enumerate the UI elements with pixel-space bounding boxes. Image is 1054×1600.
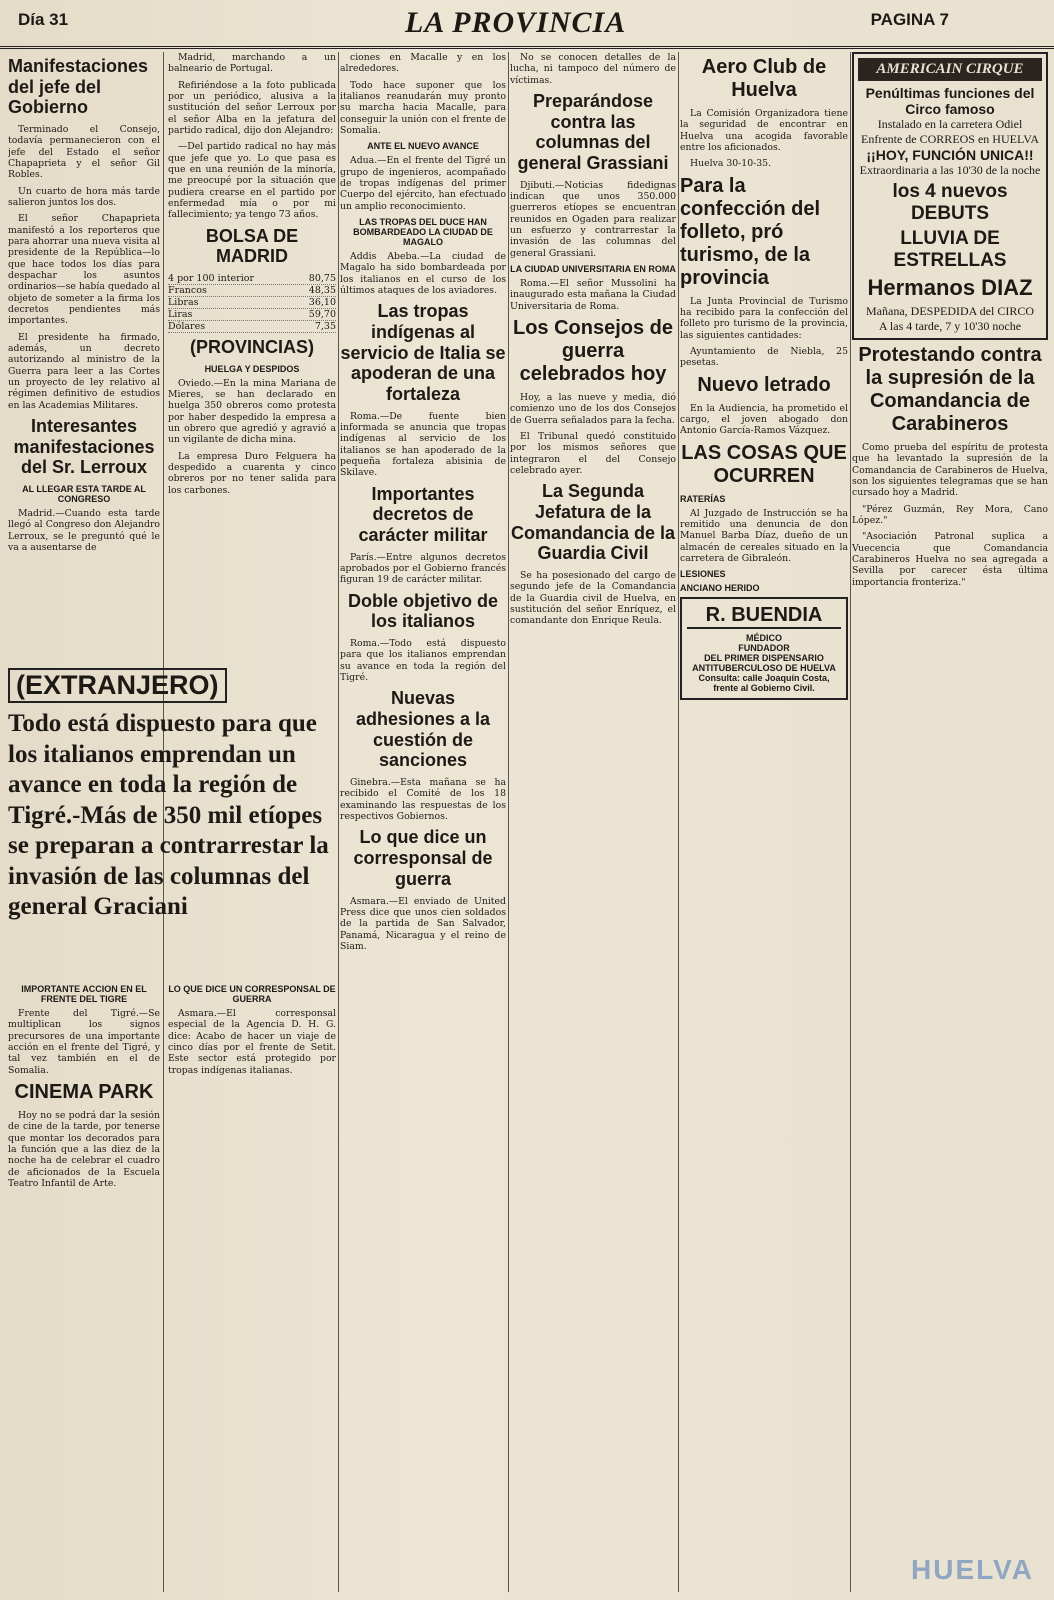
stock-value: 59,70: [308, 308, 336, 320]
article-paragraph: Al Juzgado de Instrucción se ha remitido una denuncia de don Manuel Barba Díaz, dueño de un almacén de cereales situado en la carretera de Gibraleón.: [680, 507, 848, 564]
article-paragraph: Como prueba del espíritu de protesta que ha levantado la supresión de la Comandancia de Carabineros de Huelva, son los siguientes telegramas que se han cursado hoy a Madrid.: [852, 442, 1048, 499]
article-paragraph: ciones en Macalle y en los alrededores.: [340, 52, 506, 75]
stock-row: [168, 321, 336, 333]
article-paragraph: Terminado el Consejo, todavía permanecieron con el jefe del Estado el señor Chapaprieta y el señor Gil Robles.: [8, 124, 160, 181]
article-headline: Nuevo letrado: [697, 373, 831, 396]
article-paragraph: Addis Abeba.—La ciudad de Magalo ha sido bombardeada por los italianos en el curso de los últimos ataques de los aviadores.: [340, 250, 506, 296]
article-paragraph: El Tribunal quedó constituido por los mismos señores que integraron el del Consejo celebrado ayer.: [510, 431, 676, 476]
stock-name: Francos: [168, 284, 207, 296]
article-paragraph: Roma.—Todo está dispuesto para que los italianos emprendan su avance en toda la región del Tigré.: [340, 638, 506, 684]
ad-name: R. BUENDIA: [687, 604, 841, 629]
archive-watermark: HUELVA: [911, 1554, 1034, 1585]
circus-line: A las 4 tarde, 7 y 10'30 noche: [878, 319, 1022, 333]
stock-row: [168, 285, 336, 297]
circus-line: Extraordinaria a las 10'30 de la noche: [859, 163, 1041, 177]
stock-value: 36,10: [308, 296, 336, 308]
cinema-headline: CINEMA PARK: [14, 1080, 154, 1103]
article-paragraph: Asmara.—El corresponsal especial de la Agencia D. H. G. dice: Acabo de hacer un viaje de cinco días por el frente de Setit. Este sector está protegido por tropas indígenas italianas.: [168, 1008, 336, 1076]
article-headline: Las tropas indígenas al servicio de Italia se apoderan de una fortaleza: [340, 301, 506, 404]
column-rule: [850, 52, 851, 1592]
article-subhead: LO QUE DICE UN CORRESPONSAL DE GUERRA: [168, 984, 336, 1004]
article-headline: Lo que dice un corresponsal de guerra: [353, 827, 493, 889]
stock-table: [168, 273, 336, 333]
article-paragraph: Djibuti.—Noticias fidedignas indican que unos 350.000 guerreros etíopes se encuentran reunidos en Ogaden para realizar un esfuerzo y contrarrestar la invasión de las columnas del general Grassiani.: [510, 179, 676, 259]
article-paragraph: Ginebra.—Esta mañana se ha recibido el Comité de los 18 examinando las respuestas de los respectivos Gobiernos.: [340, 777, 506, 823]
article-subhead: ANCIANO HERIDO: [680, 583, 760, 594]
article-paragraph: Roma.—El señor Mussolini ha inaugurado esta mañana la Ciudad Universitaria de Roma.: [510, 278, 676, 312]
stock-value: 48,35: [308, 284, 336, 296]
article-paragraph: Refiriéndose a la foto publicada por un periódico, alusiva a la sustitución del señor Lerroux por el señor Alba en la jefatura del partido radical, dijo don Alejandro:: [168, 79, 336, 136]
article-headline: Los Consejos de guerra celebrados hoy: [512, 317, 674, 386]
circus-line: los 4 nuevos DEBUTS: [892, 181, 1008, 224]
ad-line: DEL PRIMER DISPENSARIO ANTITUBERCULOSO DE HUELVA: [692, 653, 836, 674]
circus-line: LLUVIA DE ESTRELLAS: [893, 228, 1007, 271]
doctor-ad: [680, 597, 848, 700]
section-label: (EXTRANJERO): [8, 668, 227, 703]
article-subhead: ANTE EL NUEVO AVANCE: [367, 141, 479, 152]
masthead: [0, 0, 1054, 49]
article-paragraph: "Pérez Guzmán, Rey Mora, Cano López.": [852, 503, 1048, 526]
circus-line: Enfrente de CORREOS en HUELVA: [861, 132, 1039, 146]
article-paragraph: Un cuarto de hora más tarde salieron juntos los dos.: [8, 185, 160, 209]
column-rule: [678, 52, 679, 1592]
ad-line: Consulta: calle Joaquín Costa, frente al Gobierno Civil.: [698, 673, 830, 694]
article-paragraph: Hoy no se podrá dar la sesión de cine de la tarde, por tenerse que montar los decorados para la función que a las diez de la noche ha de celebrar el cuadro de aficionados de la Escuela Teatro Infantil de Arte.: [8, 1109, 160, 1189]
masthead-date: Día 31: [18, 10, 69, 29]
article-headline: Aero Club de Huelva: [701, 56, 827, 101]
column-2-lower: [168, 980, 336, 1590]
column-2: [168, 52, 336, 672]
article-paragraph: El presidente ha firmado, además, un decreto autorizando al ministro de la Guerra para leer a las Cortes un proyecto de ley relativo al régimen definitivo de estudios en las Academias Militares.: [8, 331, 160, 411]
article-headline: Protestando contra la supresión de la Comandancia de Carabineros: [858, 344, 1042, 435]
article-headline: Interesantes manifestaciones del Sr. Lerroux: [13, 415, 155, 478]
column-rule: [508, 52, 509, 1592]
column-3: [340, 52, 506, 1592]
stock-row: [168, 309, 336, 321]
column-5: [680, 52, 848, 1592]
article-paragraph: "Asociación Patronal suplica a Vuecencia que Comandancia Carabineros Huelva no sea agregada a Sevilla por carecer ésta última importancia fronteriza.": [852, 531, 1048, 588]
stock-name: 4 por 100 interior: [168, 272, 255, 284]
stock-name: Liras: [168, 308, 193, 320]
extranjero-headline-box: [8, 668, 338, 968]
stock-name: Libras: [168, 296, 199, 308]
column-1-lower: [8, 980, 160, 1590]
circus-line: Penúltimas funciones del Circo famoso: [865, 85, 1035, 117]
article-headline: Importantes decretos de carácter militar: [358, 483, 488, 546]
article-paragraph: Se ha posesionado del cargo de segundo jefe de la Comandancia de la Guardia civil de Huelva, en sustitución del señor Enríquez, el comandante don Enrique Reula.: [510, 570, 676, 627]
article-headline: Preparándose contra las columnas del general Grassiani: [517, 90, 669, 174]
main-headline: Todo está dispuesto para que los italianos emprendan un avance en toda la región de Tigré.-Más de 350 mil etíopes se preparan a contrarrestar la invasión de las columnas del general Graciani: [8, 710, 329, 920]
article-paragraph: Asmara.—El enviado de United Press dice que unos cien soldados de la partida de San Salvador, Panamá, Nicaragua y el reino de Siam.: [340, 895, 506, 952]
ad-line: FUNDADOR: [738, 643, 790, 654]
column-1: [8, 52, 160, 662]
article-subhead: IMPORTANTE ACCION EN EL FRENTE DEL TIGRE: [21, 984, 147, 1004]
article-paragraph: Roma.—De fuente bien informada se anuncia que tropas indígenas al servicio de los italianos se han apoderado de la pequeña fortaleza abisinia de Skilave.: [340, 410, 506, 479]
article-paragraph: En la Audiencia, ha prometido el cargo, el joven abogado don Antonio García-Ramos Vázquez.: [680, 402, 848, 437]
article-subhead: AL LLEGAR ESTA TARDE AL CONGRESO: [22, 484, 146, 504]
article-paragraph: Frente del Tigré.—Se multiplican los signos precursores de una importante acción en el frente del Tigré, y tal vez también en el de Somalia.: [8, 1008, 160, 1076]
section-headline: (PROVINCIAS): [189, 336, 314, 357]
article-paragraph: Adua.—En el frente del Tigré un grupo de ingenieros, acompañado de tropas indígenas del primer Cuerpo del ejército, han efectuado un amplio reconocimiento.: [340, 155, 506, 212]
column-6: [852, 52, 1048, 1592]
article-subhead: LA CIUDAD UNIVERSITARIA EN ROMA: [510, 264, 676, 275]
circus-brand: AMERICAIN CIRQUE: [858, 58, 1042, 81]
article-subhead: LAS TROPAS DEL DUCE HAN BOMBARDEADO LA CIUDAD DE MAGALO: [353, 216, 493, 247]
masthead-title: LA PROVINCIA: [405, 6, 627, 39]
stock-headline: BOLSA DE MADRID: [205, 225, 299, 267]
stock-value: 80,75: [308, 272, 336, 284]
article-paragraph: Ayuntamiento de Niebla, 25 pesetas.: [680, 345, 848, 369]
circus-line: Hermanos DIAZ: [867, 275, 1033, 300]
article-paragraph: Todo hace suponer que los italianos reanudarán muy pronto su marcha hacia Macalle, para conseguir la unión con el frente de Somalia.: [340, 79, 506, 136]
stock-value: 7,35: [314, 320, 336, 332]
circus-line: Instalado en la carretera Odiel: [877, 117, 1023, 131]
article-headline: LAS COSAS QUE OCURREN: [681, 441, 847, 487]
masthead-page: PAGINA 7: [870, 10, 949, 29]
article-paragraph: El señor Chapaprieta manifestó a los reporteros que para ahorrar una nueva visita al presidente de la República—lo que hace todos los días para despachar los asuntos ordinarios—se había quedado al objeto de someter a la firma los decretos pendientes más importantes.: [8, 213, 160, 327]
article-paragraph: La Junta Provincial de Turismo ha recibido para la confección del folleto pro turismo de la provincia, las siguientes cantidades:: [680, 295, 848, 341]
article-subhead: HUELGA Y DESPIDOS: [204, 363, 300, 374]
circus-line: Mañana, DESPEDIDA del CIRCO: [866, 304, 1034, 318]
article-paragraph: Huelva 30-10-35.: [690, 158, 772, 170]
article-paragraph: Oviedo.—En la mina Mariana de Mieres, se han declarado en huelga 350 obreros como protesta por haber despedido la empresa a un obrero que agredió y agravió a un vigilante de dicha mina.: [168, 377, 336, 446]
article-headline: Nuevas adhesiones a la cuestión de sanciones: [355, 688, 491, 771]
column-rule: [338, 52, 339, 1592]
stock-name: Dólares: [168, 320, 206, 332]
article-paragraph: Madrid.—Cuando esta tarde llegó al Congreso don Alejandro Lerroux, se le preguntó qué le va a ausentarse de: [8, 508, 160, 553]
article-headline: La Segunda Jefatura de la Comandancia de la Guardia Civil: [510, 481, 676, 564]
circus-line: ¡¡HOY, FUNCIÓN UNICA!!: [866, 147, 1034, 163]
article-paragraph: Madrid, marchando a un balneario de Portugal.: [168, 52, 336, 75]
stock-row: [168, 273, 336, 285]
circus-ad: [852, 52, 1048, 340]
article-subhead: LESIONES: [680, 569, 726, 580]
column-4: [510, 52, 676, 1592]
article-subhead: RATERÍAS: [680, 493, 726, 504]
article-paragraph: La Comisión Organizadora tiene la seguridad de encontrar en Huelva una acogida favorable entre los aficionados.: [680, 108, 848, 153]
article-paragraph: La empresa Duro Felguera ha despedido a cuarenta y cinco obreros por no tener salida para los carbones.: [168, 450, 336, 496]
article-headline: Doble objetivo de los italianos: [347, 590, 498, 632]
ad-line: MÉDICO: [746, 633, 782, 644]
article-paragraph: París.—Entre algunos decretos aprobados por el Gobierno francés figuran 19 de carácter militar.: [340, 551, 506, 586]
article-paragraph: No se conocen detalles de la lucha, ni tampoco del número de víctimas.: [510, 52, 676, 86]
stock-row: [168, 297, 336, 309]
article-paragraph: —Del partido radical no hay más que jefe que yo. Lo que pasa es que en una reunión de la minoría, me preocupé por la situación que pudiera crearse en el partido por enfermedad mía o por mi fallecimiento; ya tengo 73 años.: [168, 141, 336, 221]
article-headline: Manifestaciones del jefe del Gobierno: [8, 56, 149, 118]
article-headline: Para la confección del folleto, pró turismo, de la provincia: [680, 174, 821, 289]
article-paragraph: Hoy, a las nueve y media, dió comienzo uno de los dos Consejos de Guerra señalados para la fecha.: [510, 392, 676, 426]
